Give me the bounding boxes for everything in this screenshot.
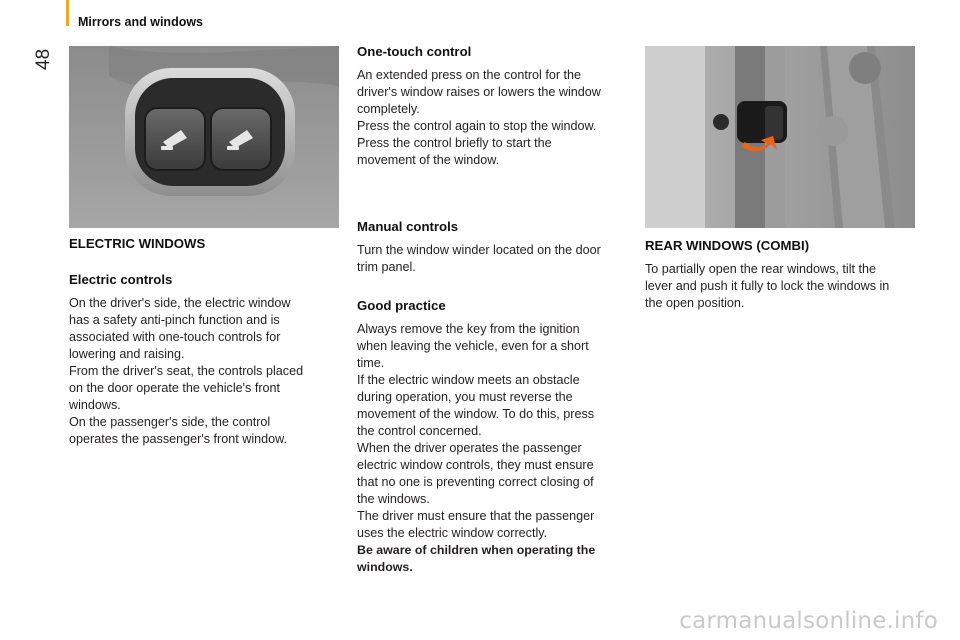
good-practice-heading: Good practice [357,298,446,313]
window-switch-illustration [69,46,339,228]
good-practice-section [357,298,629,576]
rear-windows-body: To partially open the rear windows, tilt the lever and push it fully to lock the windows in the open position. [645,262,890,310]
section-title: Mirrors and windows [78,15,204,29]
manual-controls-section [357,219,629,276]
manual-controls-body: Turn the window winder located on the door trim panel. [357,243,601,274]
manual-controls-heading: Manual controls [357,219,459,234]
section-accent-bar [66,0,69,26]
electric-windows-section [69,236,341,448]
electric-controls-body: On the driver's side, the electric window has a safety anti-pinch function and is associated with one-touch controls for lowering and raising. From the driver's seat, the controls placed on the door operate the vehicle's front windows. On the passenger's side, the control operates the passenger's front window. [69,296,304,446]
one-touch-section [357,44,629,169]
electric-controls-heading: Electric controls [69,272,173,287]
good-practice-body: Always remove the key from the ignition when leaving the vehicle, even for a short time. If the electric window meets an obstacle during operation, you must reverse the movement of the window. To do this, press the control concerned. When the driver operates the passenger electric window controls, they must ensure that no one is preventing correct closing of the windows. The driver must ensure that the passenger uses the electric window correctly. [357,322,595,540]
rear-windows-section [645,238,917,312]
children-warning: Be aware of children when operating the windows. [357,543,596,574]
one-touch-heading: One-touch control [357,44,472,59]
watermark: carmanualsonline.info [679,608,938,634]
one-touch-body: An extended press on the control for the driver's window raises or lowers the window completely. Press the control again to stop the window. Press the control briefly to start the movement of the window. [357,68,601,167]
rear-windows-heading: REAR WINDOWS (COMBI) [645,238,810,253]
rear-window-lever-photo [645,46,915,228]
electric-windows-heading: ELECTRIC WINDOWS [69,236,206,251]
window-switch-photo [69,46,339,228]
page-number: 48 [33,48,54,70]
rear-window-lever-illustration [645,46,915,228]
